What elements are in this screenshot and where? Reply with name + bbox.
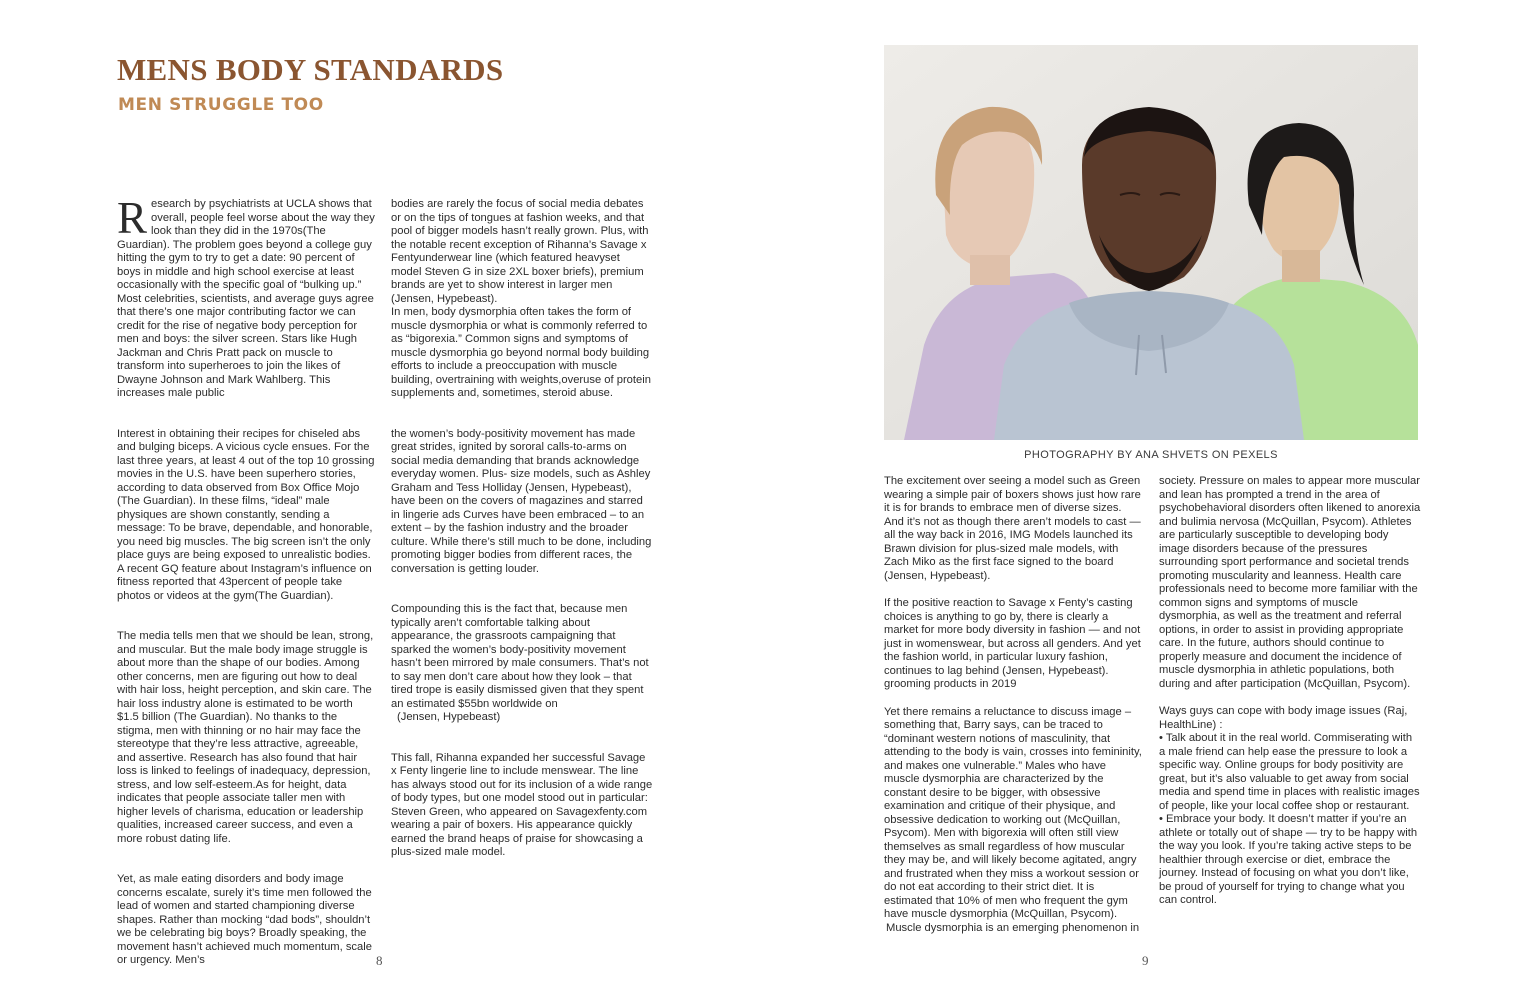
paragraph: bodies are rarely the focus of social media debates or on the tips of tongues at fashion weeks, and that pool of bigger models hasn’t really grown. Plus, with the notable recent exception of Rihanna’s Savage x Fentyunderwear line (which featured heavyset model Steven G in size 2XL boxer briefs), premium brands are yet to show interest in larger men (Jensen, Hypebeast). xyxy=(391,198,649,305)
page-number-left: 8 xyxy=(376,953,383,968)
bullet-item: • Embrace your body. It doesn’t matter if you’re an athlete or totally out of shape — try to be happy with the way you look. If you’re taking active steps to be healthier through exercise or diet, embrace the journey. Instead of focusing on what you don’t like, be proud of yourself for trying to change what you can control. xyxy=(1159,813,1418,906)
citation: (Jensen, Hypebeast) xyxy=(397,711,501,723)
paragraph xyxy=(117,193,375,401)
paragraph: If the positive reaction to Savage x Fenty’s casting choices is anything to go by, there is clearly a market for more body diversity in fashion — and not just in womenswear, but across all genders. And yet the fashion world, in particular luxury fashion, continues to lag behind (Jensen, Hypebeast). xyxy=(884,597,1141,677)
drop-cap: R xyxy=(117,193,148,243)
text-column-4 xyxy=(1159,475,1421,908)
paragraph: This fall, Rihanna expanded her successful Savage x Fenty lingerie line to include menswear. The line has always stood out for its inclusion of a wide range of body types, but one model stood out in particular: Steven Green, who appeared on Savagexfenty.com wearing a pair of boxers. His appearance quickly earned the brand heaps of praise for showcasing a plus-sized male model. xyxy=(391,751,653,858)
photo-illustration xyxy=(884,45,1418,440)
paragraph: In men, body dysmorphia often takes the form of muscle dysmorphia or what is commonly referred to as “bigorexia.” Common signs and symptoms of muscle dysmorphia go beyond normal body building efforts to include a preoccupation with muscle building, overtraining with weights,overuse of protein supplements and, sometimes, steroid abuse. xyxy=(391,306,651,399)
paragraph: The media tells men that we should be lean, strong, and muscular. But the male body image struggle is about more than the shape of our bodies. Among other concerns, men are figuring out how to deal with hair loss, height perception, and skin care. The hair loss industry alone is estimated to be worth $1.5 billion (The Guardian). No thanks to the stigma, men with thinning or no hair may face the stereotype that they’re less attractive, agreeable, and assertive. Research has also found that hair loss is linked to feelings of inadequacy, depression, stress, and low self-esteem.As for height, data indicates that people associate taller men with higher levels of charisma, education or leadership qualities, increased career success, and even a more robust dating life. xyxy=(117,630,374,845)
paragraph: grooming products in 2019 xyxy=(884,678,1017,690)
paragraph: Ways guys can cope with body image issues (Raj, HealthLine) : xyxy=(1159,705,1408,731)
text-column-3 xyxy=(884,475,1142,949)
page-number-right: 9 xyxy=(1142,953,1149,968)
text-column-1 xyxy=(117,193,375,982)
paragraph-text: esearch by psychiatrists at UCLA shows that overall, people feel worse about the way they look than they did in the 1970s(The Guardian). The problem goes beyond a college guy hitting the gym to try to get a date: 90 percent of boys in middle and high school exercise at least occasionally with the specific goal of “bulking up.” Most celebrities, scientists, and average guys agree that there’s one major contributing factor we can credit for the rise of negative body perception for men and boys: the silver screen. Stars like Hugh Jackman and Chris Pratt pack on muscle to transform into superheroes to join the likes of Dwayne Johnson and Mark Wahlberg. This increases male public xyxy=(117,198,375,399)
paragraph: society. Pressure on males to appear more muscular and lean has prompted a trend in the area of psychobehavioral disorders often likened to anorexia and bulimia nervosa (McQuillan, Psycom). Athletes are particularly susceptible to developing body image disorders because of the pressures surrounding sport performance and societal trends promoting muscularity and leanness. Health care professionals need to become more familiar with the common signs and symptoms of muscle dysmorphia, as well as the treatment and referral options, in order to assist in providing appropriate care. In the future, authors should continue to properly measure and document the incidence of muscle dysmorphia in athletic populations, both during and after participation (McQuillan, Psycom). xyxy=(1159,475,1421,690)
bullet-item: • Talk about it in the real world. Commiserating with a male friend can help ease the pressure to look a specific way. Online groups for body positivity are great, but it’s also valuable to get away from social media and spend time in places with realistic images of people, like your local coffee shop or restaurant. xyxy=(1159,732,1420,812)
paragraph: Muscle dysmorphia is an emerging phenomenon in xyxy=(886,921,1140,934)
article-subtitle: MEN STRUGGLE TOO xyxy=(118,95,324,115)
paragraph: Yet there remains a reluctance to discuss image – something that, Barry says, can be traced to “dominant western notions of masculinity, that attending to the body is vain, crosses into femininity, and makes one vulnerable.” Males who have muscle dysmorphia are characterized by the constant desire to be bigger, with obsessive examination and critique of their physique, and obsessive dedication to working out (McQuillan, Psycom). Men with bigorexia will often still view themselves as small regardless of how muscular they may be, and will likely become agitated, angry and frustrated when they miss a workout session or do not eat according to their strict diet. It is estimated that 10% of men who frequent the gym have muscle dysmorphia (McQuillan, Psycom). xyxy=(884,705,1142,920)
text-column-2 xyxy=(391,198,653,874)
article-title: MENS BODY STANDARDS xyxy=(117,52,504,87)
photo-caption: PHOTOGRAPHY BY ANA SHVETS ON PEXELS xyxy=(1024,449,1278,461)
paragraph: Yet, as male eating disorders and body image concerns escalate, surely it’s time men followed the lead of women and started championing diverse shapes. Rather than mocking “dad bods”, shouldn’t we be celebrating big boys? Broadly speaking, the movement hasn’t achieved much momentum, scale or urgency. Men’s xyxy=(117,873,372,966)
paragraph: Interest in obtaining their recipes for chiseled abs and bulging biceps. A vicious cycle ensues. For the last three years, at least 4 out of the top 10 grossing movies in the U.S. have been superhero stories, according to data observed from Box Office Mojo (The Guardian). In these films, “ideal” male physiques are shown constantly, sending a message: To be brave, dependable, and honorable, you need big muscles. The big screen isn’t the only place guys are being exposed to unrealistic bodies. A recent GQ feature about Instagram’s influence on fitness reported that 43percent of people take photos or videos at the gym(The Guardian). xyxy=(117,427,375,602)
paragraph: The excitement over seeing a model such as Green wearing a simple pair of boxers shows just how rare it is for brands to embrace men of diverse sizes. And it’s not as though there aren’t models to cast — all the way back in 2016, IMG Models launched its Brawn division for plus-sized male models, with Zach Miko as the first face signed to the board (Jensen, Hypebeast). xyxy=(884,475,1141,582)
models-photo xyxy=(884,45,1418,440)
paragraph: Compounding this is the fact that, because men typically aren’t comfortable talking about appearance, the grassroots campaigning that sparked the women’s body-positivity movement hasn’t been mirrored by male consumers. That’s not to say men don’t care about how they look – that tired trope is easily dismissed given that they spent an estimated $55bn worldwide on xyxy=(391,603,649,710)
paragraph: the women’s body-positivity movement has made great strides, ignited by sororal calls-to-arms on social media demanding that brands acknowledge everyday women. Plus- size models, such as Ashley Graham and Tess Holliday (Jensen, Hypebeast), have been on the covers of magazines and starred in lingerie ads Curves have been embraced – to an extent – by the fashion industry and the broader culture. While there’s still much to be done, including promoting bigger bodies from different races, the conversation is getting louder. xyxy=(391,427,652,575)
